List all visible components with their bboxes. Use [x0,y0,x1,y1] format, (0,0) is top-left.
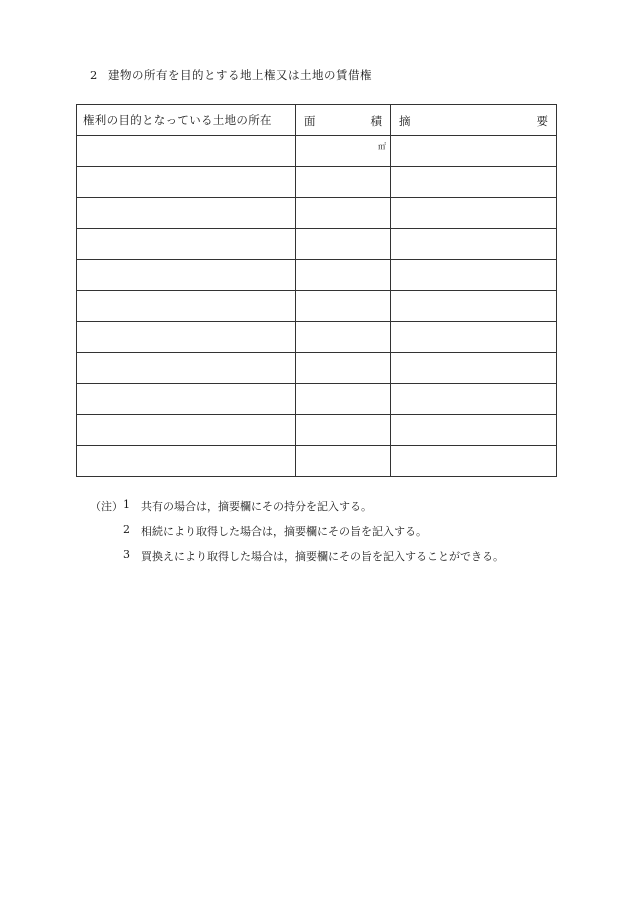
note-number: 2 [123,523,130,536]
note-text: 共有の場合は，摘要欄にその持分を記入する。 [141,500,372,513]
area-cell[interactable] [296,167,391,198]
header-location: 権利の目的となっている土地の所在 [77,105,296,136]
area-cell[interactable] [296,291,391,322]
note-number: 1 [123,498,130,511]
header-area [296,105,391,136]
area-cell[interactable] [296,198,391,229]
area-cell[interactable] [296,384,391,415]
location-cell[interactable] [77,446,296,477]
section-number: 2 [90,68,98,82]
table-row [77,353,557,384]
notes-label: （注） [90,500,123,513]
header-remarks [391,105,557,136]
remarks-cell[interactable] [391,229,557,260]
location-cell[interactable] [77,198,296,229]
remarks-cell[interactable] [391,415,557,446]
land-rights-table [76,104,557,477]
table-row [77,446,557,477]
header-remarks-right: 要 [536,114,548,128]
header-area-right: 積 [370,114,382,128]
area-cell[interactable] [296,322,391,353]
note-number: 3 [123,548,130,561]
remarks-cell[interactable] [391,291,557,322]
location-cell[interactable] [77,291,296,322]
note-text: 買換えにより取得した場合は，摘要欄にその旨を記入することができる。 [141,550,504,563]
area-cell[interactable] [296,415,391,446]
area-cell[interactable] [296,136,391,167]
table-row [77,198,557,229]
remarks-cell[interactable] [391,322,557,353]
section-title: 建物の所有を目的とする地上権又は土地の賃借権 [108,68,372,82]
table-header-row [77,105,557,136]
header-area-left: 面 [304,114,316,128]
table-row [77,167,557,198]
table-row [77,229,557,260]
remarks-cell[interactable] [391,167,557,198]
area-cell[interactable] [296,446,391,477]
remarks-cell[interactable] [391,136,557,167]
location-cell[interactable] [77,415,296,446]
location-cell[interactable] [77,322,296,353]
remarks-cell[interactable] [391,446,557,477]
remarks-cell[interactable] [391,198,557,229]
area-cell[interactable] [296,229,391,260]
table-row [77,291,557,322]
remarks-cell[interactable] [391,353,557,384]
location-cell[interactable] [77,136,296,167]
table-row [77,260,557,291]
table-row [77,384,557,415]
table-body [77,136,557,477]
area-cell[interactable] [296,353,391,384]
location-cell[interactable] [77,167,296,198]
location-cell[interactable] [77,229,296,260]
location-cell[interactable] [77,384,296,415]
area-cell[interactable] [296,260,391,291]
table-row [77,136,557,167]
section-heading [90,67,372,83]
location-cell[interactable] [77,260,296,291]
header-remarks-left: 摘 [399,114,411,128]
remarks-cell[interactable] [391,384,557,415]
table-row [77,415,557,446]
note-text: 相続により取得した場合は，摘要欄にその旨を記入する。 [141,525,427,538]
location-cell[interactable] [77,353,296,384]
remarks-cell[interactable] [391,260,557,291]
table-row [77,322,557,353]
area-unit: ㎡ [378,142,386,151]
